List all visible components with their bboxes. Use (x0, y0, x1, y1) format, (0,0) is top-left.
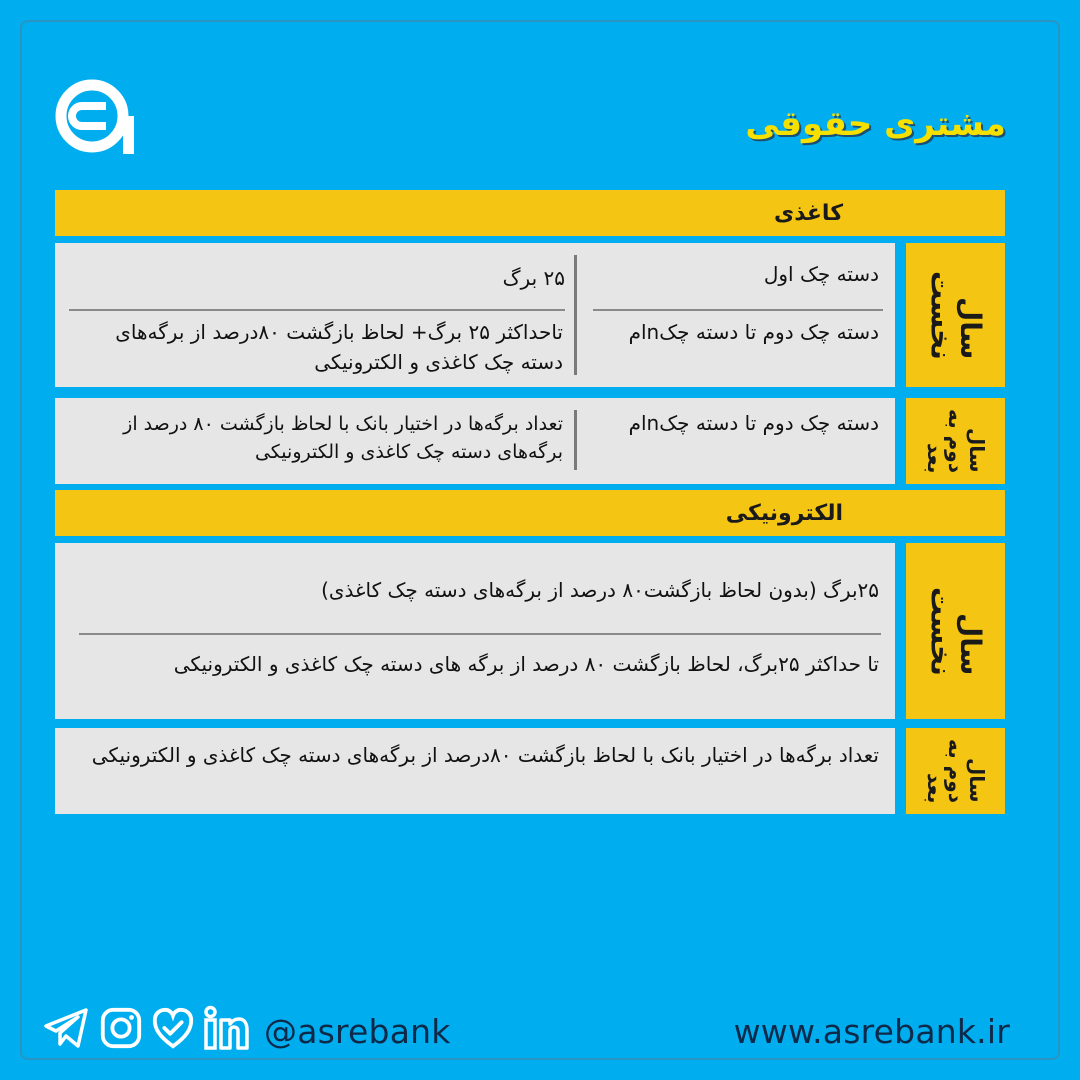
side-label-first-year-paper (906, 243, 1005, 387)
side-label-second-year-electronic (906, 728, 1005, 814)
side-label-line: بعد (923, 442, 947, 473)
paper-first-year-panel (55, 243, 895, 387)
column-divider (574, 410, 577, 470)
electronic-second-year-panel (55, 728, 895, 814)
eitaa-icon[interactable] (150, 1004, 196, 1052)
side-label-line: سال (965, 428, 989, 473)
paper-second-year-panel (55, 398, 895, 484)
side-label-first-year-electronic (906, 543, 1005, 719)
side-label-line: دوم به (944, 739, 968, 803)
divider (79, 633, 881, 635)
value-bank-sheets: تعداد برگه‌ها در اختیار بانک با لحاظ بازگشت ۸۰ درصد از برگه‌های دسته چک کاغذی و الکترونیکی (123, 413, 563, 463)
side-label-line: سال (953, 613, 987, 676)
side-label-line: سال (965, 758, 989, 803)
value-25-sheets-electronic: ۲۵برگ (بدون لحاظ بازگشت۸۰ درصد از برگه‌های دسته چک کاغذی) (321, 578, 879, 602)
website-link[interactable]: www.asrebank.ir (733, 1012, 1010, 1051)
side-label-second-year-paper (906, 398, 1005, 484)
side-label-line: نخست (924, 586, 958, 676)
page-title: مشتری حقوقی (745, 104, 1006, 144)
asrebank-logo (52, 76, 136, 156)
section-label: کاغذی (774, 200, 843, 226)
range-second-to-nth: دسته چک دوم تا دسته چکnام (628, 320, 879, 344)
divider (69, 309, 565, 311)
side-label-line: بعد (923, 772, 947, 803)
instagram-icon[interactable] (98, 1004, 144, 1052)
value-25-sheets: ۲۵ برگ (502, 266, 565, 290)
section-label: الکترونیکی (725, 500, 843, 526)
section-header-paper (55, 190, 1005, 236)
electronic-first-year-panel (55, 543, 895, 719)
page-frame (20, 20, 1060, 1060)
side-label-line: نخست (924, 270, 958, 360)
range-first-checkbook: دسته چک اول (763, 262, 879, 286)
side-label-line: دوم به (944, 409, 968, 473)
social-handle[interactable]: @asrebank (264, 1012, 451, 1051)
range-second-to-nth: دسته چک دوم تا دسته چکnام (628, 411, 879, 435)
value-max-25: تاحداکثر ۲۵ برگ+ لحاظ بازگشت ۸۰درصد از برگه‌های دسته چک کاغذی و الکترونیکی (115, 320, 563, 374)
section-header-electronic (55, 490, 1005, 536)
divider (593, 309, 883, 311)
side-label-line: سال (953, 297, 987, 360)
column-divider (574, 255, 577, 375)
value-max-25-electronic: تا حداکثر ۲۵برگ، لحاظ بازگشت ۸۰ درصد از برگه های دسته چک کاغذی و الکترونیکی (173, 652, 879, 676)
value-bank-sheets-electronic: تعداد برگه‌ها در اختیار بانک با لحاظ بازگشت ۸۰درصد از برگه‌های دسته چک کاغذی و الکترونیکی (91, 743, 879, 767)
telegram-icon[interactable] (42, 1004, 90, 1052)
linkedin-icon[interactable] (202, 1004, 250, 1052)
